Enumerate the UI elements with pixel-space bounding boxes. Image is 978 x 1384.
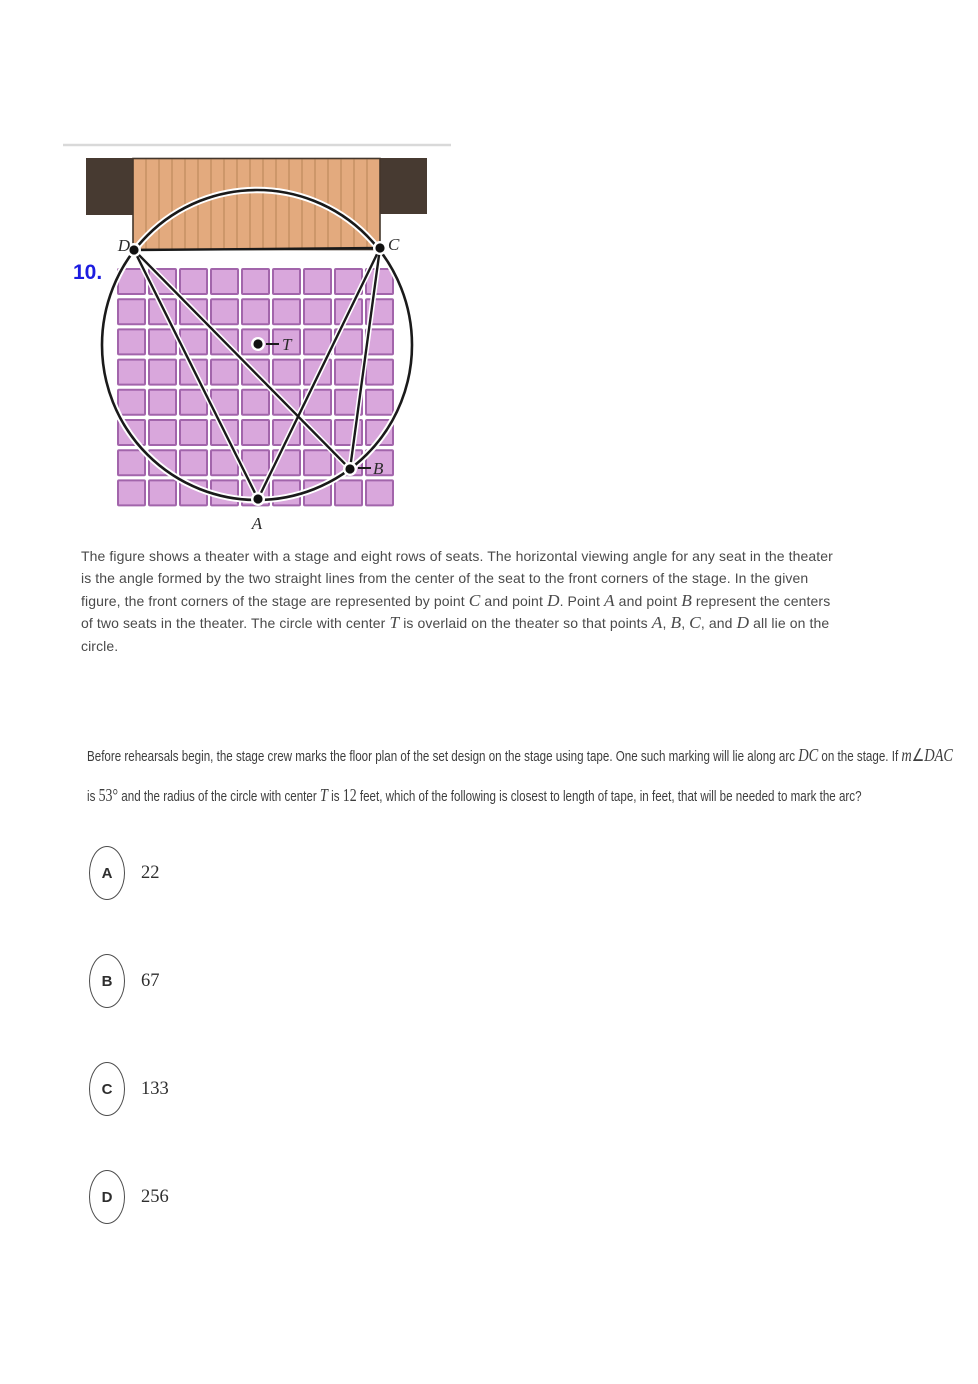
- point-A: [253, 494, 262, 503]
- option-c-value: 133: [141, 1078, 169, 1099]
- seat: [118, 329, 145, 354]
- seat: [211, 269, 238, 294]
- label-T: T: [282, 335, 292, 354]
- seat: [242, 269, 269, 294]
- option-b-radio[interactable]: B: [89, 954, 125, 1008]
- seat: [335, 360, 362, 385]
- stage-left-wing: [86, 158, 134, 215]
- option-b-value: 67: [141, 970, 160, 991]
- seat: [180, 450, 207, 475]
- seat: [180, 269, 207, 294]
- stage-right-wing: [379, 158, 427, 214]
- seat: [211, 360, 238, 385]
- seat: [273, 269, 300, 294]
- label-A: A: [251, 514, 263, 533]
- seat: [304, 269, 331, 294]
- question-number: 10.: [73, 261, 103, 284]
- seat: [118, 360, 145, 385]
- seat: [273, 360, 300, 385]
- seat: [149, 360, 176, 385]
- seat: [118, 480, 145, 505]
- point-B: [345, 464, 354, 473]
- option-d-value: 256: [141, 1186, 169, 1207]
- seat: [304, 299, 331, 324]
- answer-option-b: [89, 954, 160, 1008]
- seat: [149, 480, 176, 505]
- option-d-radio[interactable]: D: [89, 1170, 125, 1224]
- seat: [242, 420, 269, 445]
- option-c-radio[interactable]: C: [89, 1062, 125, 1116]
- answer-option-c: [89, 1062, 169, 1116]
- seat: [366, 480, 393, 505]
- seat: [366, 390, 393, 415]
- theater-figure-svg: [60, 138, 455, 538]
- seat: [335, 480, 362, 505]
- option-a-value: 22: [141, 862, 160, 883]
- seat: [149, 329, 176, 354]
- question-prompt-paragraph: Before rehearsals begin, the stage crew marks the floor plan of the set design on the stage using tape. One such marking will lie along arc DC on the stage. If m∠DAC is 53° and the radius of the circle with center T is 12 feet, which of the following is closest to length of tape, in feet, that will be needed to mark the arc?: [87, 745, 954, 805]
- seat: [118, 450, 145, 475]
- option-a-radio[interactable]: A: [89, 846, 125, 900]
- seat: [118, 390, 145, 415]
- label-D: D: [117, 236, 130, 255]
- seat: [211, 299, 238, 324]
- seat: [304, 450, 331, 475]
- seat: [149, 390, 176, 415]
- seat: [242, 390, 269, 415]
- point-C: [375, 243, 384, 252]
- seat: [149, 420, 176, 445]
- stage-floor: [133, 159, 380, 250]
- seat: [180, 420, 207, 445]
- theater-figure: [60, 138, 455, 538]
- seat: [366, 360, 393, 385]
- point-T-center: [253, 339, 262, 348]
- label-B: B: [373, 459, 384, 478]
- seat: [304, 329, 331, 354]
- seat: [273, 299, 300, 324]
- point-D: [129, 245, 138, 254]
- label-C: C: [388, 235, 400, 254]
- answer-option-d: [89, 1170, 169, 1224]
- figure-description-paragraph: The figure shows a theater with a stage and eight rows of seats. The horizontal viewing angle for any seat in the theater is the angle formed by the two straight lines from the center of the seat to the front corners of the stage. In the given figure, the front corners of the stage are represented by point C and point D. Point A and point B represent the centers of two seats in the theater. The circle with center T is overlaid on the theater so that points A, B, C, and D all lie on the circle.: [81, 548, 833, 654]
- seat: [118, 299, 145, 324]
- seat: [242, 299, 269, 324]
- answer-option-a: [89, 846, 160, 900]
